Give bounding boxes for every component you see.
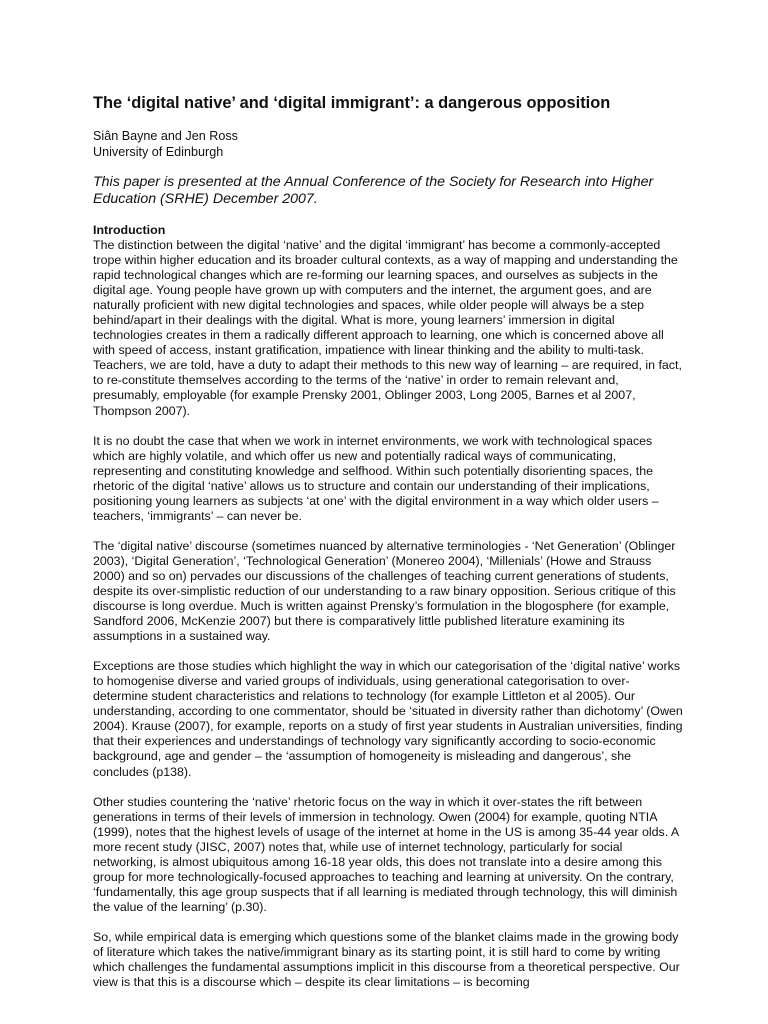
body-paragraph: Exceptions are those studies which highlight the way in which our categorisation of the ‘digital native’ works to homogenise diverse and varied groups of individuals, using generational categorisation to over-determine student characteristics and relations to technology (for example Littleton et al 2005). Our understanding, according to one commentator, should be ‘situated in diversity rather than dichotomy’ (Owen 2004). Krause (2007), for example, reports on a study of first year students in Australian universities, finding that their experiences and understandings of technology vary significantly according to socio-economic background, age and gender – the ‘assumption of homogeneity is misleading and dangerous’, she concludes (p138). [93,659,683,779]
author-names: Siân Bayne and Jen Ross [93,129,238,143]
conference-note: This paper is presented at the Annual Conference of the Society for Research into Higher Education (SRHE) December 2007. [93,174,654,207]
document-title: The ‘digital native’ and ‘digital immigrant’: a dangerous opposition [93,94,611,112]
document-page [93,92,683,1005]
body-paragraph: Other studies countering the ‘native’ rhetoric focus on the way in which it over-states the rift between generations in terms of their levels of immersion in technology. Owen (2004) for example, quoting NTIA (1999), notes that the highest levels of usage of the internet at home in the US is among 35-44 year olds. A more recent study (JISC, 2007) notes that, while use of internet technology, particularly for social networking, is almost ubiquitous among 16-18 year olds, this does not translate into a desire among this group for more technologically-focused approaches to teaching and learning at university. On the contrary, ‘fundamentally, this age group suspects that if all learning is mediated through technology, this will diminish the value of the learning’ (p.30). [93,794,679,914]
section-heading-introduction: Introduction [93,223,166,237]
body-paragraph: The ‘digital native’ discourse (sometimes nuanced by alternative terminologies - ‘Net Generation’ (Oblinger 2003), ‘Digital Generation’, ‘Technological Generation’ (Monereo 2004), ‘Millenials’ (Howe and Strauss 2000) and so on) pervades our discussions of the challenges of teaching current generations of students, despite its over-simplistic reduction of our understanding to a raw binary opposition. Serious critique of this discourse is long overdue. Much is written against Prensky’s formulation in the blogosphere (for example, Sandford 2006, McKenzie 2007) but there is comparatively little published literature examining its assumptions in a sustained way. [93,538,676,644]
body-paragraph: It is no doubt the case that when we work in internet environments, we work with technological spaces which are highly volatile, and which offer us new and potentially radical ways of communicating, representing and constituting knowledge and selfhood. Within such potentially disorienting spaces, the rhetoric of the digital ‘native’ allows us to structure and contain our understanding of their implications, positioning young learners as subjects ‘at one’ with the digital environment in a way which older users – teachers, ‘immigrants’ – can never be. [93,433,659,523]
body-paragraph: The distinction between the digital ‘native’ and the digital ‘immigrant’ has become a commonly-accepted trope within higher education and its broader cultural contexts, as a way of mapping and understanding the rapid technological changes which are re-forming our learning spaces, and ourselves as subjects in the digital age. Young people have grown up with computers and the internet, the argument goes, and are naturally proficient with new digital technologies and spaces, while older people will always be a step behind/apart in their dealings with the digital. What is more, young learners’ immersion in digital technologies creates in them a radically different approach to learning, one which is concerned above all with speed of access, instant gratification, impatience with linear thinking and the ability to multi-task. Teachers, we are told, have a duty to adapt their methods to this new way of learning – are required, in fact, to re-constitute themselves according to the terms of the ‘native’ in order to remain relevant and, presumably, employable (for example Prensky 2001, Oblinger 2003, Long 2005, Barnes et al 2007, Thompson 2007). [93,238,682,418]
body-paragraph: So, while empirical data is emerging which questions some of the blanket claims made in the growing body of literature which takes the native/immigrant binary as its starting point, it is still hard to come by writing which challenges the fundamental assumptions implicit in this discourse from a theoretical perspective. Our view is that this is a discourse which – despite its clear limitations – is becoming [93,929,680,990]
author-affiliation: University of Edinburgh [93,145,224,159]
author-block [93,128,683,160]
